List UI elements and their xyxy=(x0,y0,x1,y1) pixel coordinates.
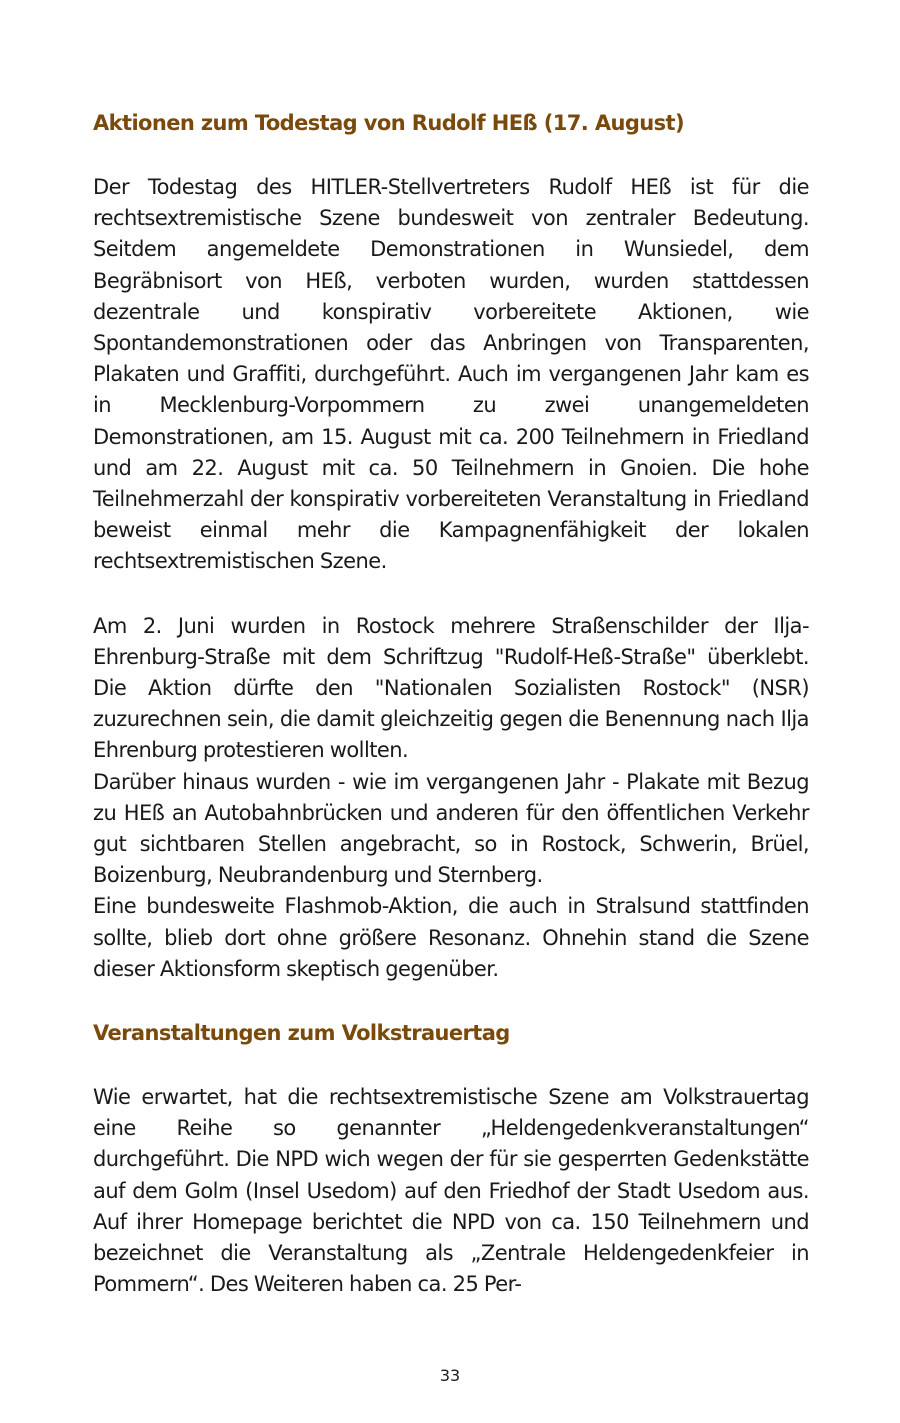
section-heading-volkstrauertag: Veranstaltungen zum Volkstrauertag xyxy=(93,1021,510,1046)
spacer xyxy=(93,578,809,611)
paragraph-rostock-signs: Am 2. Juni wurden in Rostock mehrere Straßenschilder der Ilja-Ehrenburg-Straße mit dem Schriftzug "Rudolf-Heß-Straße" überklebt. Die Aktion dürfte den "Nationalen Sozialisten Rostock" (NSR) zuzurechnen sein, die damit gleichzeitig gegen die Benennung nach Ilja Ehrenburg protestieren wollten. xyxy=(93,613,809,763)
page-number: 33 xyxy=(439,1366,461,1385)
paragraph-volkstrauertag: Wie erwartet, hat die rechtsextremistische Szene am Volkstrauertag eine Reihe so genannter „Heldengedenkveranstaltungen“ durchgeführt. Die NPD wich wegen der für sie gesperrten Gedenkstätte auf dem Golm (Insel Usedom) auf den Friedhof der Stadt Usedom aus. Auf ihrer Homepage berichtet die NPD von ca. 150 Teilnehmern und bezeichnet die Veranstaltung als „Zentrale Heldengedenkfeier in Pommern“. Des Weiteren haben ca. 25 Per- xyxy=(93,1085,809,1297)
section-heading-hess: Aktionen zum Todestag von Rudolf HEß (17. August) xyxy=(93,111,684,135)
paragraph-flashmob: Eine bundesweite Flashmob-Aktion, die auch in Stralsund stattfinden sollte, blieb dort ohne größere Resonanz. Ohnehin stand die Szene dieser Aktionsform skeptisch gegenüber. xyxy=(93,894,809,981)
paragraph-hess-intro: Der Todestag des HITLER-Stellvertreters Rudolf HEß ist für die rechtsextremistische Szene bundesweit von zentraler Bedeutung. Seitdem angemeldete Demonstrationen in Wunsiedel, dem Begräbnisort von HEß, verboten wurden, wurden stattdessen dezentrale und konspirativ vorbereitete Aktionen, wie Spontandemonstrationen oder das Anbringen von Transparenten, Plakaten und Graffiti, durchgeführt. Auch im vergangenen Jahr kam es in Mecklenburg-Vorpommern zu zwei unangemeldeten Demonstrationen, am 15. August mit ca. 200 Teilnehmern in Friedland und am 22. August mit ca. 50 Teilnehmern in Gnoien. Die hohe Teilnehmerzahl der konspirativ vorbereiteten Veranstaltung in Friedland beweist einmal mehr die Kampagnenfähigkeit der lokalen rechtsextremistischen Szene. xyxy=(93,175,809,574)
spacer xyxy=(93,139,809,172)
spacer xyxy=(93,985,809,1018)
paragraph-posters: Darüber hinaus wurden - wie im vergangenen Jahr - Plakate mit Bezug zu HEß an Autobahnbrücken und anderen für den öffentlichen Verkehr gut sichtbaren Stellen angebracht, so in Rostock, Schwerin, Brüel, Boizenburg, Neubrandenburg und Sternberg. xyxy=(93,769,809,888)
spacer xyxy=(93,1049,809,1082)
document-page xyxy=(93,108,809,1301)
